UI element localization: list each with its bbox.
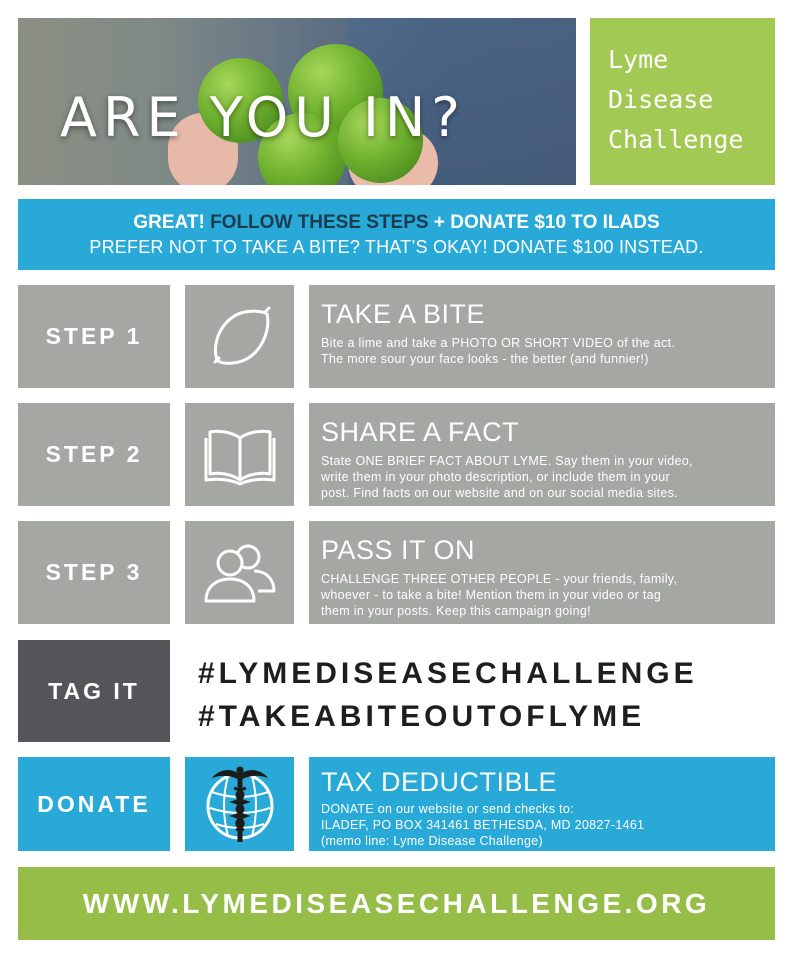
tag-it-label: TAG IT [18,640,170,742]
step-2-heading: SHARE A FACT [321,417,520,447]
step-2-label: STEP 2 [18,403,170,506]
step-3-icon-box [185,521,294,624]
book-icon [204,424,276,486]
description-line: write them in your photo description, or include them in your [321,470,671,484]
step-1-heading: TAKE A BITE [321,299,486,329]
hashtags [198,652,698,738]
step-1-text-box [309,285,775,388]
step-3-description [321,571,765,619]
step-2-text-box [309,403,775,506]
description-line: CHALLENGE THREE OTHER PEOPLE - your friends, family, [321,572,678,586]
step-1-label: STEP 1 [18,285,170,388]
hero-image [18,18,576,185]
description-line: whoever - to take a bite! Mention them in your video or tag [321,588,662,602]
hero-title: ARE YOU IN? [60,86,466,149]
banner-line-2: PREFER NOT TO TAKE A BITE? THAT’S OKAY! DONATE $100 INSTEAD. [89,237,704,257]
step-3-text-box [309,521,775,624]
instructions-banner [18,199,775,270]
step-3-heading: PASS IT ON [321,535,476,565]
step-3-label: STEP 3 [18,521,170,624]
description-line: them in your posts. Keep this campaign going! [321,604,591,618]
people-icon [202,541,278,605]
hashtag-1: #LYMEDISEASECHALLENGE [198,657,698,690]
brand-box [590,18,775,185]
hashtag-2: #TAKEABITEOUTOFLYME [198,700,646,733]
caduceus-globe-icon [198,762,282,846]
description-line: post. Find facts on our website and on our social media sites. [321,486,678,500]
banner-text: + DONATE $10 TO ILADS [428,212,660,233]
brand-line: Lyme [608,45,669,74]
description-line: ILADEF, PO BOX 341461 BETHESDA, MD 20827-1461 [321,818,645,832]
step-2-description [321,453,765,501]
donate-label: DONATE [18,757,170,851]
donate-icon-box [185,757,294,851]
brand-line: Challenge [608,125,744,154]
step-2-icon-box [185,403,294,506]
donate-text-box [309,757,775,851]
donate-heading: TAX DEDUCTIBLE [321,767,558,797]
description-line: The more sour your face looks - the better (and funnier!) [321,352,649,366]
website-url[interactable]: WWW.LYMEDISEASECHALLENGE.ORG [18,867,775,940]
description-line: DONATE on our website or send checks to: [321,802,574,816]
description-line: Bite a lime and take a PHOTO OR SHORT VIDEO of the act. [321,336,676,350]
brand-line: Disease [608,85,714,114]
step-1-icon-box [185,285,294,388]
banner-line-1 [18,212,775,234]
description-line: (memo line: Lyme Disease Challenge) [321,834,543,848]
banner-text-highlight: FOLLOW THESE STEPS [210,212,429,233]
description-line: State ONE BRIEF FACT ABOUT LYME. Say them in your video, [321,454,693,468]
donate-description [321,801,765,849]
step-1-description [321,335,765,367]
banner-text: GREAT! [133,212,211,233]
lime-icon [205,302,275,372]
